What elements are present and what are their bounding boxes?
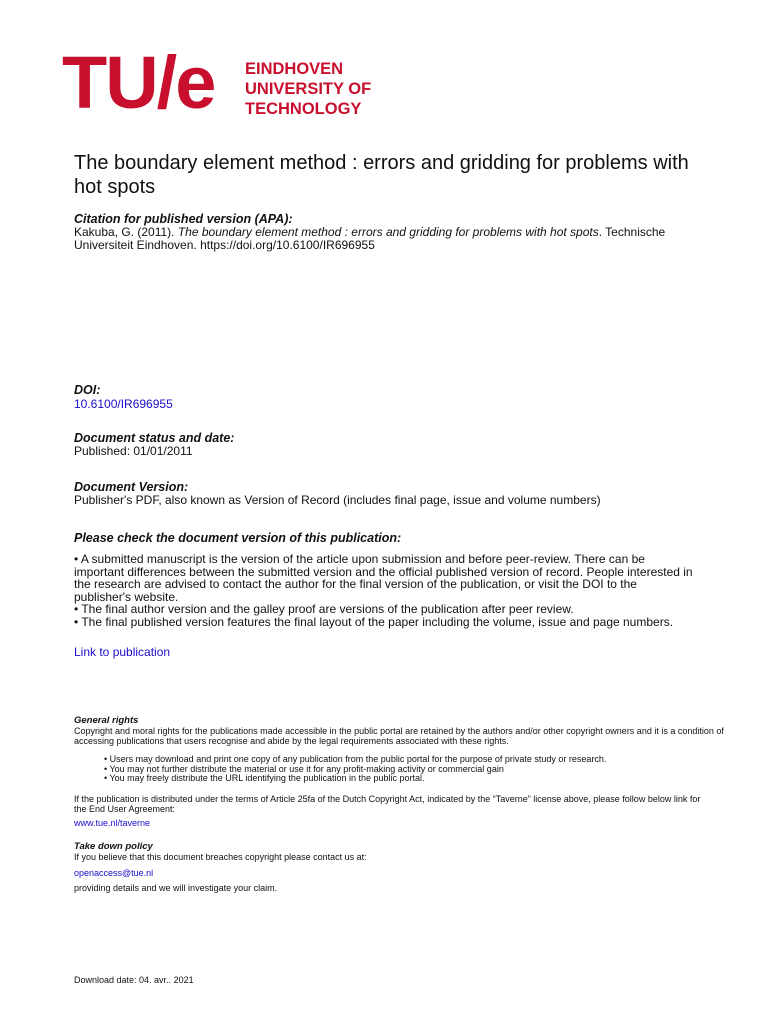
check-bullet-1: • A submitted manuscript is the version of the article upon submission and before peer-review. There can be important differences between the submitted version and the official published version of record. People interested in the research are advised to contact the author for the final version of the publication, or visit the DOI to the publisher's website. — [74, 552, 693, 604]
rights-list — [104, 755, 704, 784]
doi-link[interactable]: 10.6100/IR696955 — [74, 397, 173, 411]
taverne-section — [74, 794, 714, 828]
rights-section — [74, 716, 724, 746]
citation-label: Citation for published version (APA): — [74, 212, 293, 226]
doi-label: DOI: — [74, 383, 101, 397]
version-section — [74, 480, 724, 507]
citation-text — [74, 226, 724, 251]
check-bullet-3: • The final published version features the final layout of the paper including the volume, issue and page numbers. — [74, 614, 674, 629]
rights-item: • Users may download and print one copy of any publication from the public portal for the purpose of private study or research. — [104, 754, 607, 764]
taverne-text: If the publication is distributed under the terms of Article 25fa of the Dutch Copyright Act, indicated by the “Taverne” license above, please follow below link for the End User Agreement: — [74, 794, 701, 814]
logo-wordmark — [245, 59, 445, 119]
publication-link-row — [74, 643, 724, 661]
takedown-section — [74, 842, 724, 893]
takedown-email-link[interactable]: openaccess@tue.nl — [74, 868, 154, 878]
status-label: Document status and date: — [74, 431, 235, 445]
logo-line-3: TECHNOLOGY — [245, 100, 362, 118]
citation-section — [74, 212, 724, 251]
status-value: Published: 01/01/2011 — [74, 444, 193, 458]
taverne-link[interactable]: www.tue.nl/taverne — [74, 818, 151, 828]
citation-rest: . Technische Universiteit Eindhoven. https://doi.org/10.6100/IR696955 — [74, 225, 666, 252]
check-bullet-2: • The final author version and the galley proof are versions of the publication after peer review. — [74, 602, 574, 616]
publication-link[interactable]: Link to publication — [74, 645, 171, 659]
rights-label: General rights — [74, 715, 139, 726]
check-label: Please check the document version of this publication: — [74, 531, 402, 545]
check-section — [74, 553, 694, 628]
takedown-text: If you believe that this document breaches copyright please contact us at: — [74, 852, 367, 862]
citation-work-title: The boundary element method : errors and gridding for problems with hot spots — [177, 225, 599, 239]
status-section — [74, 431, 724, 458]
download-date — [74, 970, 724, 988]
takedown-closing: providing details and we will investigate your claim. — [74, 883, 278, 893]
takedown-label: Take down policy — [74, 841, 153, 852]
rights-intro: Copyright and moral rights for the publications made accessible in the public portal are retained by the authors and/or other copyright owners and it is a condition of accessing publications that users recognise and abide by the legal requirements associated with these rights. — [74, 726, 724, 746]
version-label: Document Version: — [74, 480, 189, 494]
logo-line-2: UNIVERSITY OF — [245, 80, 372, 98]
logo-mark: TU/e — [62, 41, 215, 124]
citation-authors: Kakuba, G. (2011). — [74, 225, 178, 239]
version-value: Publisher's PDF, also known as Version of Record (includes final page, issue and volume numbers) — [74, 493, 601, 507]
document-title: The boundary element method : errors and gridding for problems with hot spots — [74, 152, 689, 198]
rights-item: • You may freely distribute the URL identifying the publication in the public portal. — [104, 773, 425, 784]
download-date-text: Download date: 04. avr.. 2021 — [74, 975, 194, 985]
doi-section — [74, 383, 724, 411]
rights-item: • You may not further distribute the material or use it for any profit-making activity or commercial gain — [104, 763, 504, 774]
logo-line-1: EINDHOVEN — [245, 60, 344, 78]
